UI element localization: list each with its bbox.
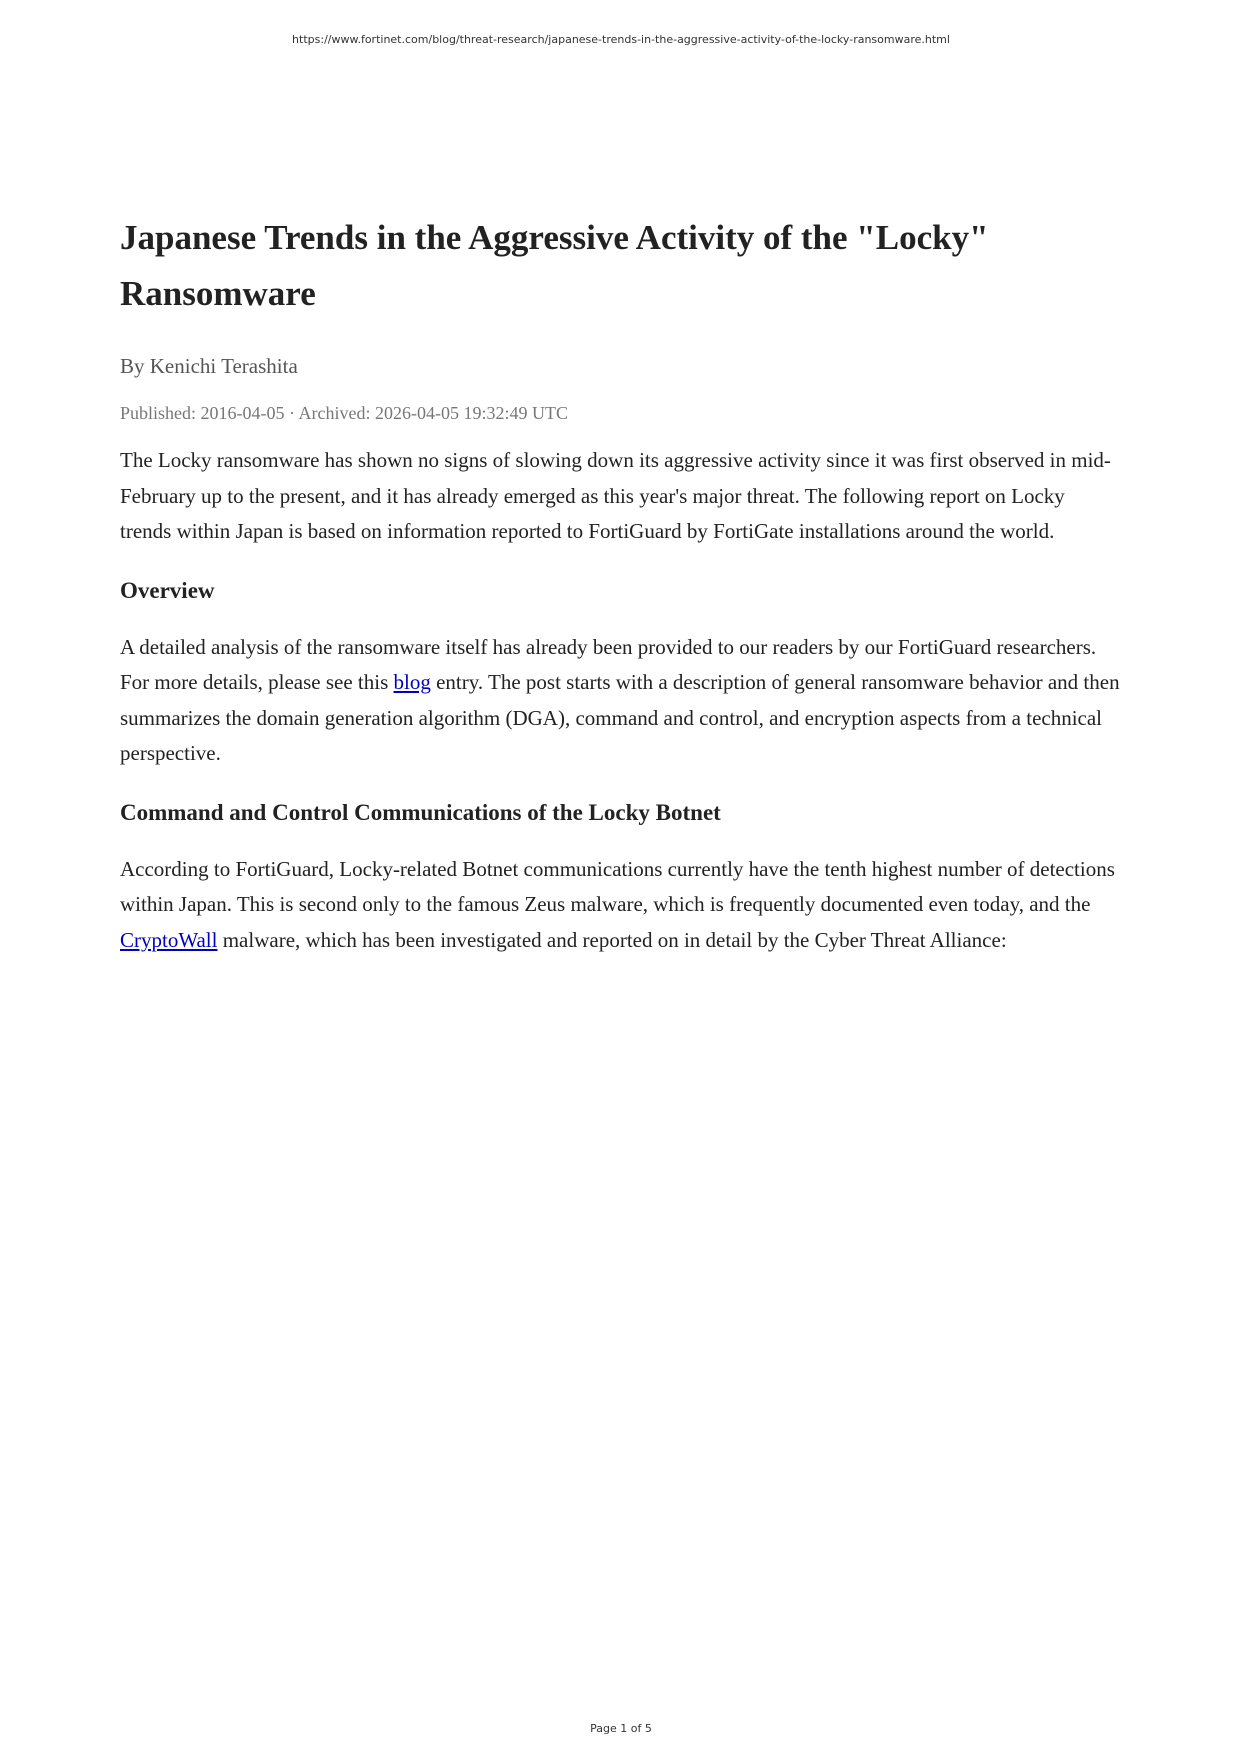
article-publish-meta: Published: 2016-04-05 · Archived: 2026-04-05 19:32:49 UTC <box>120 403 568 423</box>
page-url-header: https://www.fortinet.com/blog/threat-research/japanese-trends-in-the-aggressive-activity-of-the-locky-ransomware.html <box>292 33 950 46</box>
cnc-paragraph <box>120 852 1120 959</box>
overview-heading: Overview <box>120 577 215 603</box>
overview-paragraph <box>120 630 1120 772</box>
article <box>120 210 1120 958</box>
cnc-text-part-2: malware, which has been investigated and reported on in detail by the Cyber Threat Alliance: <box>217 927 1007 952</box>
article-byline: By Kenichi Terashita <box>120 354 298 378</box>
overview-text-part-2: entry. The post starts with a description of general ransomware behavior and then summarizes the domain generation algorithm (DGA), command and control, and encryption aspects from a technical perspective. <box>120 670 1120 765</box>
cryptowall-link[interactable]: CryptoWall <box>120 927 218 952</box>
cnc-heading: Command and Control Communications of the Locky Botnet <box>120 799 721 825</box>
page-number-footer: Page 1 of 5 <box>590 1722 652 1735</box>
overview-text-part-1: A detailed analysis of the ransomware itself has already been provided to our readers by our FortiGuard researchers. For more details, please see this <box>120 634 1097 694</box>
cnc-text-part-1: According to FortiGuard, Locky-related Botnet communications currently have the tenth highest number of detections within Japan. This is second only to the famous Zeus malware, which is frequently documented even today, and the <box>120 856 1115 916</box>
intro-paragraph: The Locky ransomware has shown no signs of slowing down its aggressive activity since it was first observed in mid-February up to the present, and it has already emerged as this year's major threat. The following report on Locky trends within Japan is based on information reported to FortiGuard by FortiGate installations around the world. <box>120 448 1111 543</box>
article-title: Japanese Trends in the Aggressive Activity of the "Locky" Ransomware <box>120 218 989 313</box>
blog-link[interactable]: blog <box>393 670 431 694</box>
